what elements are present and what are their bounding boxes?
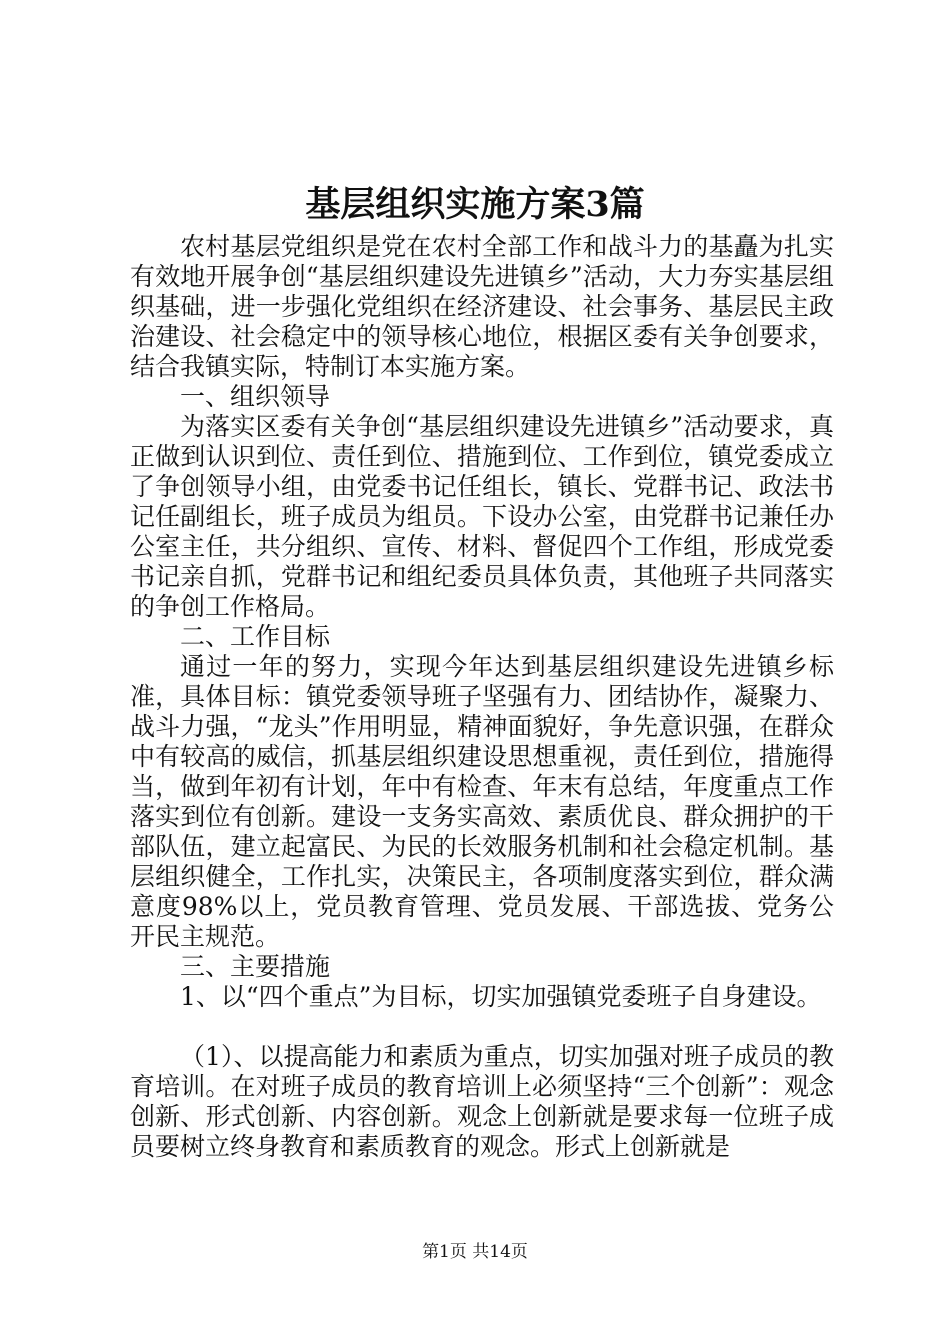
goals-paragraph: 通过一年的努力，实现今年达到基层组织建设先进镇乡标准，具体目标：镇党委领导班子坚强有力、团结协作，凝聚力、战斗力强，“龙头”作用明显，精神面貌好，争先意识强，在群众中有较高的威信，抓基层组织建设思想重视，责任到位，措施得当，做到年初有计划，年中有检查、年末有总结，年度重点工作落实到位有创新。建设一支务实高效、素质优良、群众拥护的干部队伍，建立起富民、为民的长效服务机制和社会稳定机制。基层组织健全，工作扎实，决策民主，各项制度落实到位，群众满意度98%以上，党员教育管理、党员发展、干部选拔、党务公开民主规范。 <box>130 652 834 951</box>
document-title: 基层组织实施方案3篇 <box>305 184 645 225</box>
section-heading-goals: 二、工作目标 <box>180 622 331 651</box>
paragraph-spacer <box>130 1012 834 1042</box>
organization-paragraph: 为落实区委有关争创“基层组织建设先进镇乡”活动要求，真正做到认识到位、责任到位、措施到位、工作到位，镇党委成立了争创领导小组，由党委书记任组长，镇长、党群书记、政法书记任副组长，班子成员为组员。下设办公室，由党群书记兼任办公室主任，共分组织、宣传、材料、督促四个工作组，形成党委书记亲自抓，党群书记和组纪委员具体负责，其他班子共同落实的争创工作格局。 <box>130 412 834 621</box>
section-heading-measures: 三、主要措施 <box>180 952 331 981</box>
measure-subitem-1-paragraph: （1）、以提高能力和素质为重点，切实加强对班子成员的教育培训。在对班子成员的教育培训上必须坚持“三个创新”：观念创新、形式创新、内容创新。观念上创新就是要求每一位班子成员要树立终身教育和素质教育的观念。形式上创新就是 <box>130 1042 834 1161</box>
document-body <box>130 232 834 1162</box>
intro-paragraph: 农村基层党组织是党在农村全部工作和战斗力的基矗为扎实有效地开展争创“基层组织建设先进镇乡”活动，大力夯实基层组织基础，进一步强化党组织在经济建设、社会事务、基层民主政治建设、社会稳定中的领导核心地位，根据区委有关争创要求，结合我镇实际，特制订本实施方案。 <box>130 232 834 381</box>
section-heading-organization: 一、组织领导 <box>180 382 331 411</box>
page-footer: 第1页 共14页 <box>422 1242 528 1262</box>
measure-item-1: 1、以“四个重点”为目标，切实加强镇党委班子自身建设。 <box>180 982 822 1011</box>
